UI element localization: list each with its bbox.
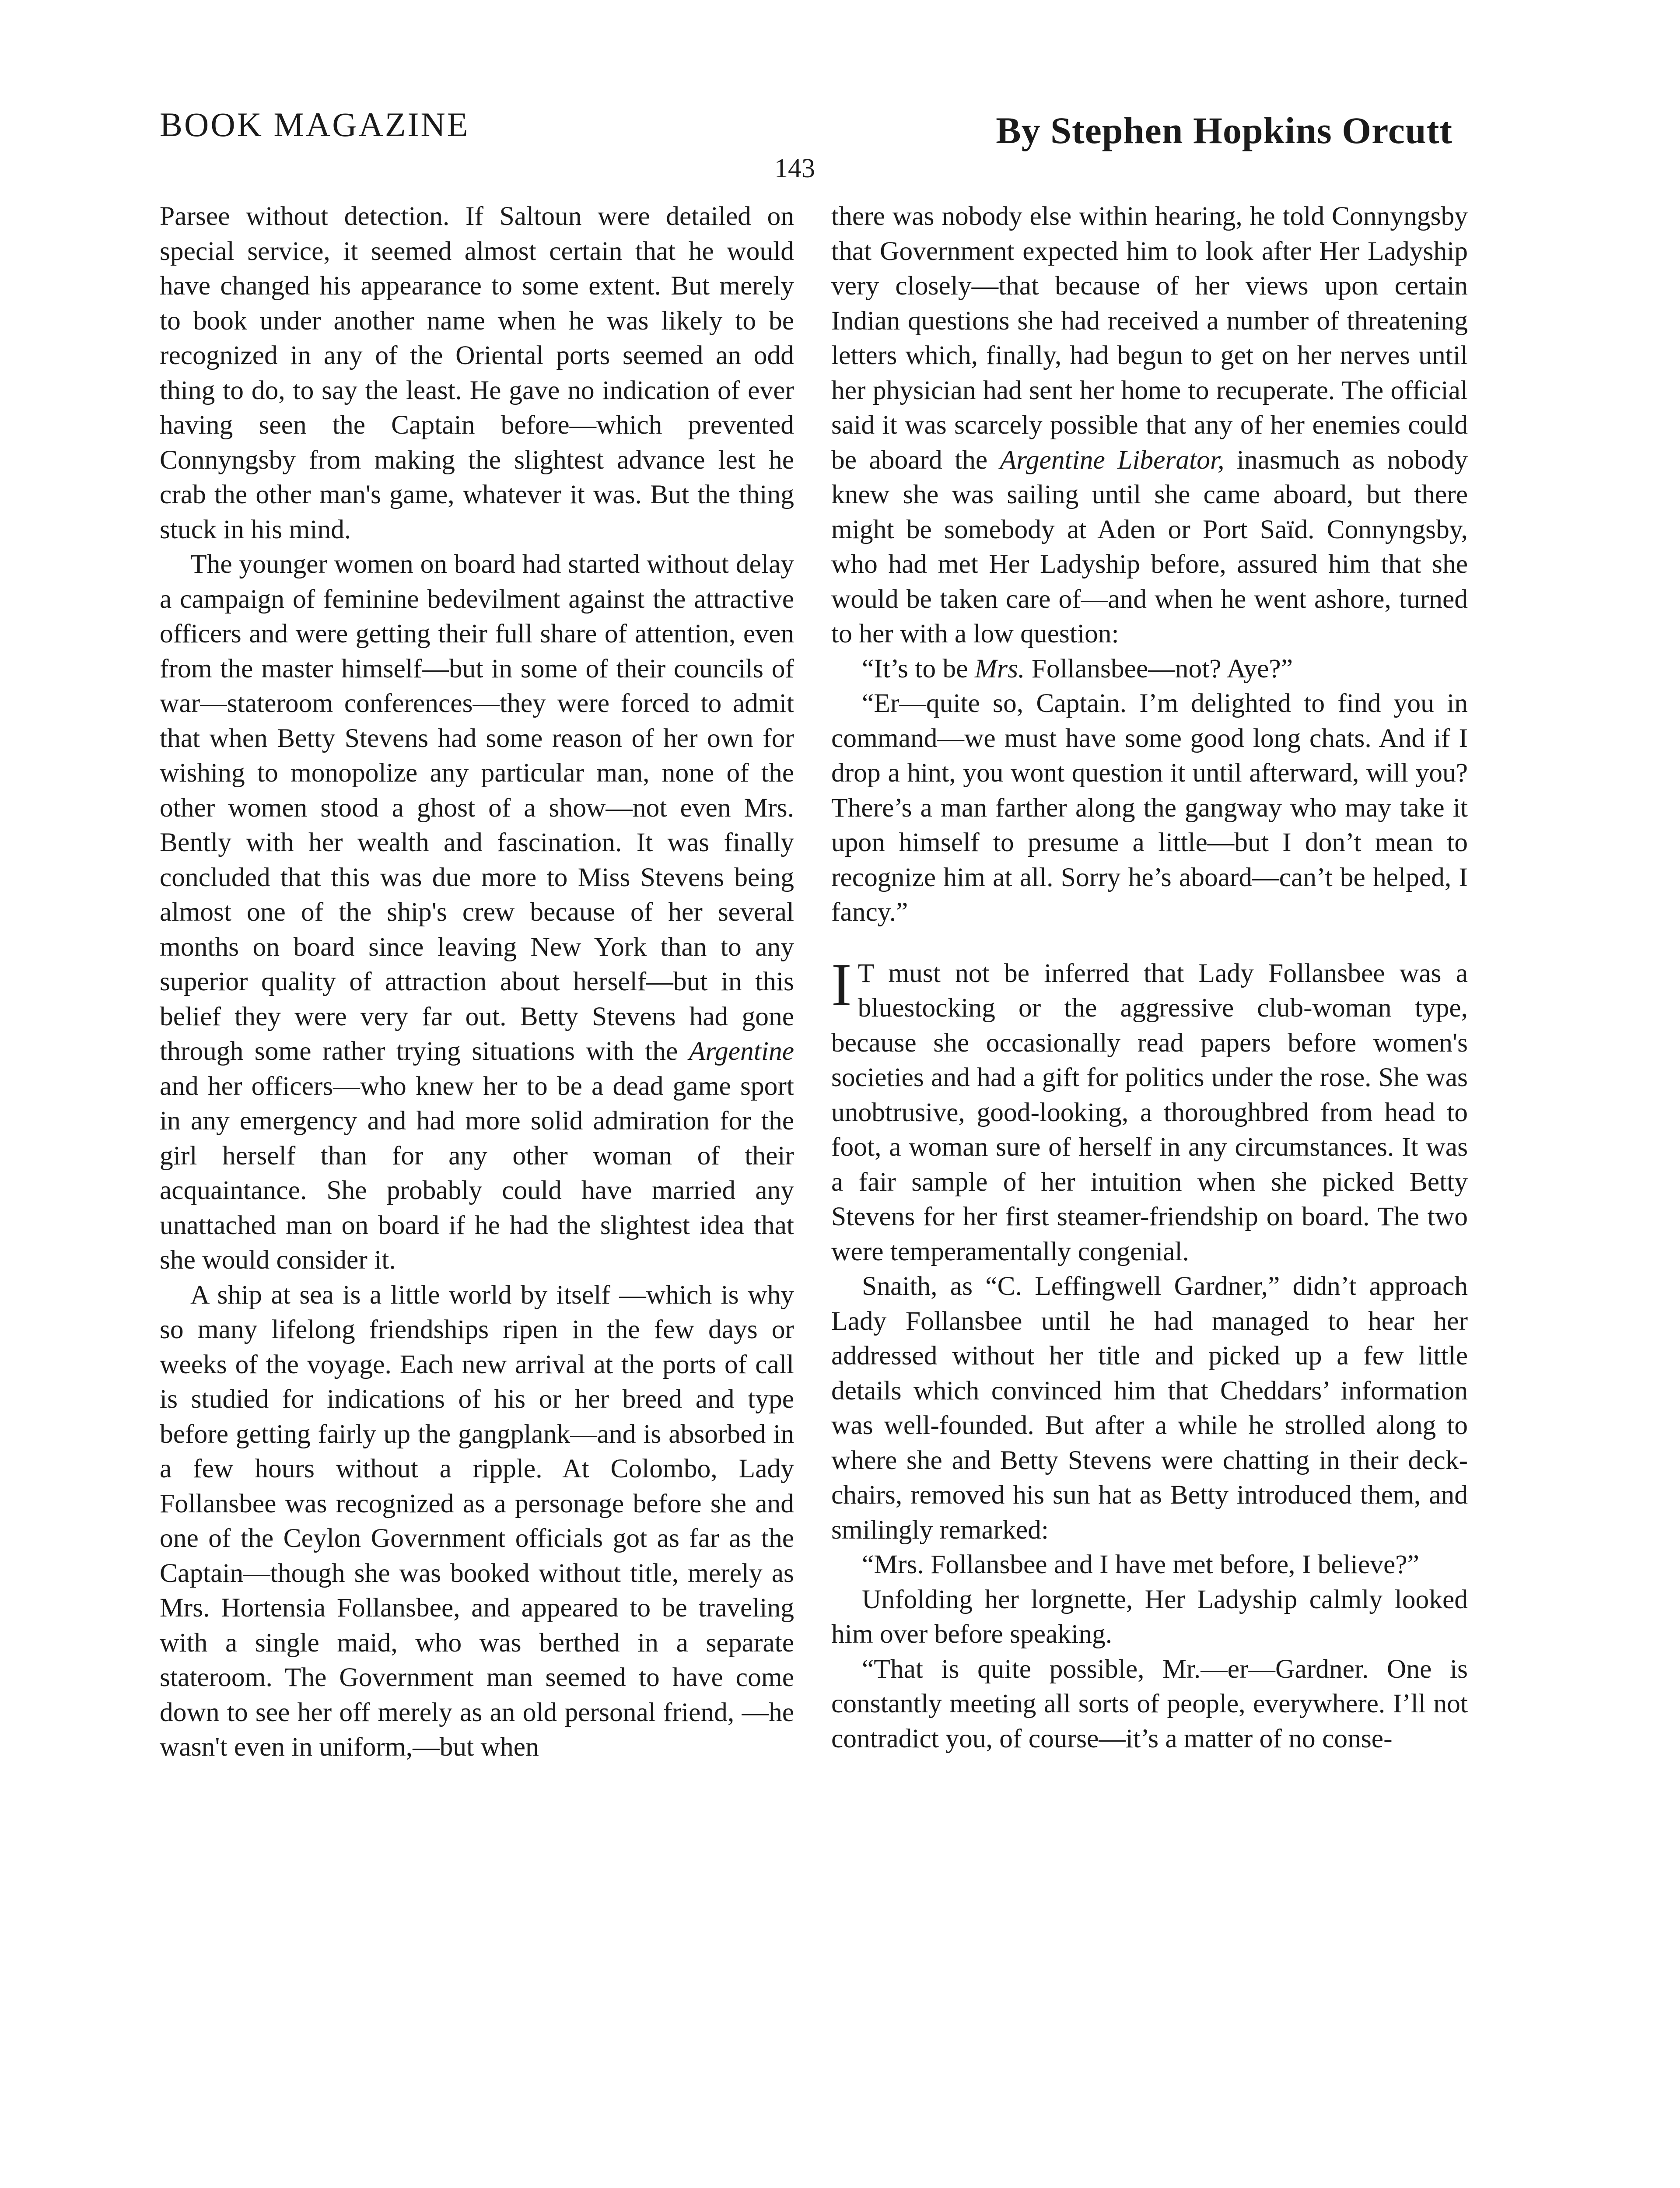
dialogue-line: “That is quite possible, Mr.—er—Gardner. One is constantly meeting all sorts of people, everywhere. I’ll not contradict you, of course—it’s a matter of no conse- bbox=[831, 1654, 1468, 1753]
section-start-paragraph: I T must not be inferred that Lady Follansbee was a bluestocking or the aggressive club-woman type, because she occasionally read papers before women's societies and had a gift for politics under the rose. She was unobtrusive, good-looking, a thoroughbred from head to foot, a woman sure of herself in any circumstances. It was a fair sample of her intuition when she picked Betty Stevens for her first steamer-friendship on board. The two were temperamentally congenial. bbox=[831, 950, 1468, 1266]
paragraph: Parsee without detection. If Saltoun were detailed on special service, it seemed almost certain that he would have changed his appearance to some extent. But merely to book under another name when he was likely to be recognized in any of the Oriental ports seemed an odd thing to do, to say the least. He gave no indication of ever having seen the Captain before—which prevented Connyngsby from making the slightest advance lest he crab the other man's game, whatever it was. But the thing stuck in his mind. bbox=[160, 201, 794, 544]
paragraph: Snaith, as “C. Leffingwell Gardner,” didn’t approach Lady Follansbee until he had managed to hear her addressed without her title and picked up a few little details which convinced him that Cheddars’ information was well-founded. But after a while he strolled along to where she and Betty Stevens were chatting in their deck-chairs, removed his sun hat as Betty introduced them, and smilingly remarked: bbox=[831, 1271, 1468, 1545]
paragraph: The younger women on board had started without delay a campaign of feminine bedevilment against the attractive officers and were getting their full share of attention, even from the master himself—but in some of their councils of war—stateroom conferences—they were forced to admit that when Betty Stevens had some reason of her own for wishing to monopolize any particular man, none of the other women stood a ghost of a show—not even Mrs. Bently with her wealth and fascination. It was finally concluded that this was due more to Miss Stevens being almost one of the ship's crew because of her several months on board since leaving New York than to any superior quality of attraction about herself—but in this belief they were very far out. Betty Stevens had gone through some rather trying situations with the Argentine and her officers—who knew her to be a dead game sport in any emergency and had more solid admiration for the girl herself than for any other woman of their acquaintance. She probably could have married any unattached man on board if he had the slightest idea that she would consider it. bbox=[160, 549, 794, 1275]
magazine-title: BOOK MAGAZINE bbox=[160, 105, 470, 144]
page-number: 143 bbox=[774, 154, 815, 183]
paragraph: A ship at sea is a little world by itself —which is why so many lifelong friendships ripen in the few days or weeks of the voyage. Each new arrival at the ports of call is studied for indications of his or her breed and type before getting fairly up the gangplank—and is absorbed in a few hours without a ripple. At Colombo, Lady Follansbee was recognized as a personage before she and one of the Ceylon Government officials got as far as the Captain—though she was booked without title, merely as Mrs. Hortensia Follansbee, and appeared to be traveling with a single maid, who was berthed in a separate stateroom. The Government man seemed to have come down to see her off merely as an old personal friend, —he wasn't even in uniform,—but when bbox=[160, 1280, 794, 1762]
left-column bbox=[160, 199, 794, 1765]
author-byline: By Stephen Hopkins Orcutt bbox=[996, 109, 1452, 151]
paragraph: there was nobody else within hearing, he told Connyngsby that Government expected him to look after Her Ladyship very closely—that because of her views upon certain Indian questions she had received a number of threatening letters which, finally, had begun to get on her nerves until her physician had sent her home to recuperate. The official said it was scarcely possible that any of her enemies could be aboard the Argentine Liberator, inasmuch as nobody knew she was sailing until she came aboard, but there might be somebody at Aden or Port Saïd. Connyngsby, who had met Her Ladyship before, assured him that she would be taken care of—and when he went ashore, turned to her with a low question: bbox=[831, 201, 1468, 649]
drop-cap: I bbox=[831, 950, 852, 1019]
ship-name: Argentine bbox=[689, 1036, 794, 1066]
dialogue-line: “Er—quite so, Captain. I’m delighted to find you in command—we must have some good long chats. And if I drop a hint, you wont question it until afterward, will you? There’s a man farther along the gangway who may take it upon himself to presume a little—but I don’t mean to recognize him at all. Sorry he’s aboard—can’t be helped, I fancy.” bbox=[831, 688, 1468, 927]
paragraph: Unfolding her lorgnette, Her Ladyship calmly looked him over before speaking. bbox=[831, 1584, 1468, 1649]
right-column bbox=[831, 199, 1468, 1756]
dialogue-line: “Mrs. Follansbee and I have met before, I believe?” bbox=[862, 1550, 1419, 1579]
dialogue-line: “It’s to be Mrs. Follansbee—not? Aye?” bbox=[862, 653, 1293, 684]
ship-name: Argentine Liberator, bbox=[1000, 445, 1225, 475]
